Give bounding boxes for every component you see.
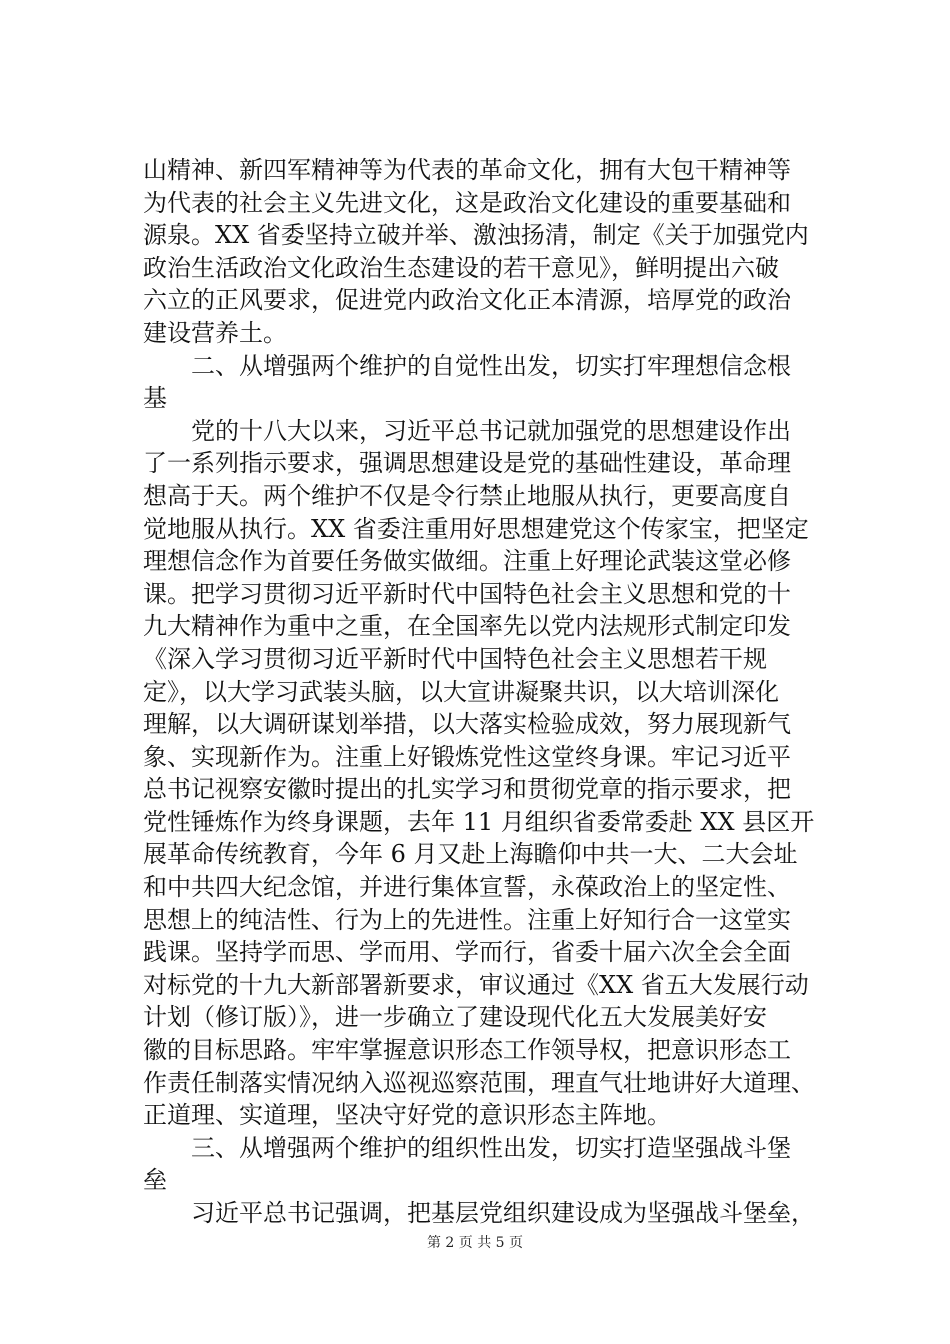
text-line: 总书记视察安徽时提出的扎实学习和贯彻党章的指示要求，把 [143, 775, 791, 804]
text-line: 政治生活政治文化政治生态建设的若干意见》，鲜明提出六破 [143, 253, 779, 282]
text-line: 徽的目标思路。牢牢掌握意识形态工作领导权，把意识形态工 [143, 1036, 791, 1065]
text-line: 二、从增强两个维护的自觉性出发，切实打牢理想信念根 [143, 351, 791, 380]
text-line: 基 [143, 384, 167, 413]
text-line: 山精神、新四军精神等为代表的革命文化，拥有大包干精神等 [143, 156, 791, 184]
text-line: 对标党的十九大新部署新要求，审议通过《XX 省五大发展行动 [143, 970, 809, 999]
text-line: 计划（修订版）》，进一步确立了建设现代化五大发展美好安 [143, 1003, 767, 1032]
text-line: 建设营养土。 [143, 318, 287, 347]
text-line: 党的十八大以来，习近平总书记就加强党的思想建设作出 [143, 416, 791, 445]
text-line: 《深入学习贯彻习近平新时代中国特色社会主义思想若干规 [143, 644, 767, 673]
text-line: 源泉。XX 省委坚持立破并举、激浊扬清，制定《关于加强党内 [143, 221, 809, 250]
text-line: 定》，以大学习武装头脑，以大宣讲凝聚共识，以大培训深化 [143, 677, 779, 706]
text-line: 党性锤炼作为终身课题，去年 11 月组织省委常委赴 XX 县区开 [143, 807, 815, 836]
text-line: 九大精神作为重中之重，在全国率先以党内法规形式制定印发 [143, 612, 791, 641]
text-line: 象、实现新作为。注重上好锻炼党性这堂终身课。牢记习近平 [143, 742, 791, 771]
text-line: 思想上的纯洁性、行为上的先进性。注重上好知行合一这堂实 [143, 905, 791, 934]
text-line: 垒 [143, 1166, 167, 1195]
text-line: 践课。坚持学而思、学而用、学而行，省委十届六次全会全面 [143, 938, 791, 967]
text-line: 三、从增强两个维护的组织性出发，切实打造坚强战斗堡 [143, 1133, 791, 1162]
text-line: 课。把学习贯彻习近平新时代中国特色社会主义思想和党的十 [143, 579, 791, 608]
text-line: 六立的正风要求，促进党内政治文化正本清源，培厚党的政治 [143, 286, 791, 315]
text-line: 理想信念作为首要任务做实做细。注重上好理论武装这堂必修 [143, 547, 791, 576]
text-line: 觉地服从执行。XX 省委注重用好思想建党这个传家宝，把坚定 [143, 514, 809, 543]
text-line: 展革命传统教育，今年 6 月又赴上海瞻仰中共一大、二大会址 [143, 840, 798, 869]
document-body [143, 154, 823, 1230]
text-line: 了一系列指示要求，强调思想建设是党的基础性建设，革命理 [143, 449, 791, 478]
text-line: 想高于天。两个维护不仅是令行禁止地服从执行，更要高度自 [143, 481, 791, 510]
text-line: 为代表的社会主义先进文化，这是政治文化建设的重要基础和 [143, 188, 791, 217]
text-line: 正道理、实道理，坚决守好党的意识形态主阵地。 [143, 1101, 671, 1130]
page-footer: 第 2 页 共 5 页 [426, 1235, 524, 1251]
text-line: 习近平总书记强调，把基层党组织建设成为坚强战斗堡垒， [143, 1199, 815, 1227]
text-line: 和中共四大纪念馆，并进行集体宣誓，永葆政治上的坚定性、 [143, 873, 791, 902]
text-line: 作责任制落实情况纳入巡视巡察范围，理直气壮地讲好大道理、 [143, 1068, 815, 1097]
text-line: 理解，以大调研谋划举措，以大落实检验成效，努力展现新气 [143, 710, 791, 739]
